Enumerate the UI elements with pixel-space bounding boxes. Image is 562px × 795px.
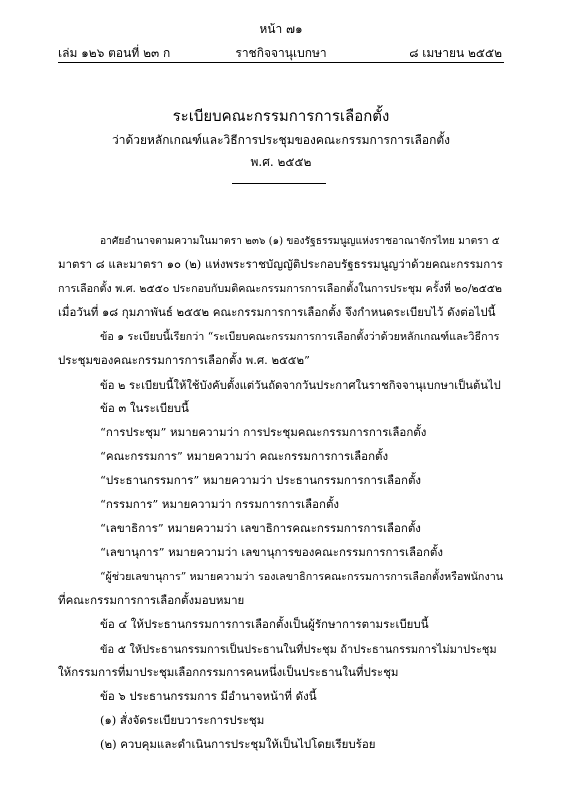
page-number: หน้า ๗๑ xyxy=(259,22,303,36)
list-item: (๑) สั่งจัดระเบียบวาระการประชุม xyxy=(100,713,265,727)
document-year: พ.ศ. ๒๕๕๒ xyxy=(250,155,312,169)
body-line: มาตรา ๘ และมาตรา ๑๐ (๒) แห่งพระราชบัญญัติประกอบรัฐธรรมนูญว่าด้วยคณะกรรมการ xyxy=(58,257,503,271)
body-line: ที่คณะกรรมการการเลือกตั้งมอบหมาย xyxy=(58,593,245,607)
title-rule xyxy=(232,183,326,184)
definition-line: “ประธานกรรมการ” หมายความว่า ประธานกรรมการการเลือกตั้ง xyxy=(100,473,422,487)
gazette-volume-issue: เล่ม ๑๒๖ ตอนที่ ๒๓ ก xyxy=(58,46,171,60)
definition-line: “เลขาธิการ” หมายความว่า เลขาธิการคณะกรรมการการเลือกตั้ง xyxy=(100,521,421,535)
definition-line: “กรรมการ” หมายความว่า กรรมการการเลือกตั้ง xyxy=(100,497,340,511)
gazette-date: ๘ เมษายน ๒๕๕๒ xyxy=(409,46,502,60)
body-line: ให้กรรมการที่มาประชุมเลือกกรรมการคนหนึ่งเป็นประธานในที่ประชุม xyxy=(58,665,399,679)
body-line: อาศัยอำนาจตามความในมาตรา ๒๓๖ (๑) ของรัฐธรรมนูญแห่งราชอาณาจักรไทย มาตรา ๕ xyxy=(100,235,500,247)
body-line: ข้อ ๖ ประธานกรรมการ มีอำนาจหน้าที่ ดังนี้ xyxy=(100,689,317,703)
document-title: ระเบียบคณะกรรมการการเลือกตั้ง xyxy=(172,107,390,125)
definition-line: “ผู้ช่วยเลขานุการ” หมายความว่า รองเลขาธิการคณะกรรมการการเลือกตั้งหรือพนักงาน xyxy=(100,570,504,583)
body-line: ข้อ ๓ ในระเบียบนี้ xyxy=(100,401,189,415)
definition-line: “คณะกรรมการ” หมายความว่า คณะกรรมการการเลือกตั้ง xyxy=(100,449,389,463)
body-line: เมื่อวันที่ ๑๘ กุมภาพันธ์ ๒๕๕๒ คณะกรรมการการเลือกตั้ง จึงกำหนดระเบียบไว้ ดังต่อไปนี้ xyxy=(58,305,496,319)
body-line: ข้อ ๕ ให้ประธานกรรมการเป็นประธานในที่ประชุม ถ้าประธานกรรมการไม่มาประชุม xyxy=(100,643,497,656)
header-rule xyxy=(58,62,504,63)
gazette-name: ราชกิจจานุเบกษา xyxy=(235,46,327,60)
body-line: การเลือกตั้ง พ.ศ. ๒๕๕๐ ประกอบกับมติคณะกรรมการการเลือกตั้งในการประชุม ครั้งที่ ๒๐/๒๕๕๒ xyxy=(58,282,502,295)
body-line: ประชุมของคณะกรรมการการเลือกตั้ง พ.ศ. ๒๕๕๒” xyxy=(58,353,310,367)
list-item: (๒) ควบคุมและดำเนินการประชุมให้เป็นไปโดยเรียบร้อย xyxy=(100,737,376,751)
body-line: ข้อ ๑ ระเบียบนี้เรียกว่า “ระเบียบคณะกรรมการการเลือกตั้งว่าด้วยหลักเกณฑ์และวิธีการ xyxy=(100,330,500,343)
document-subtitle: ว่าด้วยหลักเกณฑ์และวิธีการประชุมของคณะกรรมการการเลือกตั้ง xyxy=(111,133,451,147)
body-line: ข้อ ๔ ให้ประธานกรรมการการเลือกตั้งเป็นผู้รักษาการตามระเบียบนี้ xyxy=(100,617,429,631)
definition-line: “การประชุม” หมายความว่า การประชุมคณะกรรมการการเลือกตั้ง xyxy=(100,425,427,439)
body-line: ข้อ ๒ ระเบียบนี้ให้ใช้บังคับตั้งแต่วันถัดจากวันประกาศในราชกิจจานุเบกษาเป็นต้นไป xyxy=(100,379,501,392)
definition-line: “เลขานุการ” หมายความว่า เลขานุการของคณะกรรมการการเลือกตั้ง xyxy=(100,545,443,559)
